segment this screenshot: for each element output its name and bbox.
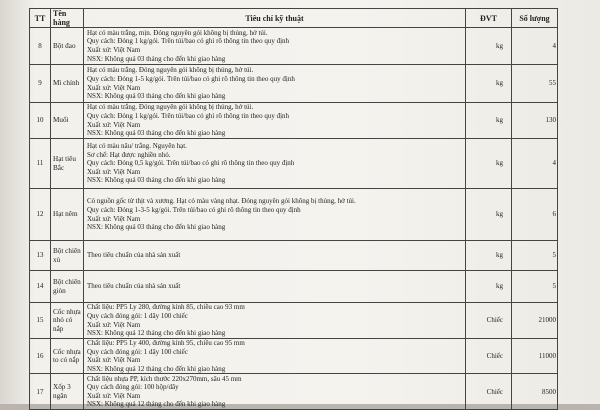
item-unit: kg xyxy=(466,28,512,65)
spec-line: Chất liệu nhựa PP, kích thước 220x270mm, sâu 45 mm xyxy=(87,374,242,383)
item-spec xyxy=(84,303,466,339)
row-number: 10 xyxy=(30,103,51,139)
item-unit: Chiếc xyxy=(466,374,512,410)
item-quantity: 55 xyxy=(512,65,558,103)
spec-line: Xuất xứ: Việt Nam xyxy=(87,46,141,54)
spec-line: Chất liệu: PP5 Ly 280, đường kính 85, chiều cao 93 mm xyxy=(87,303,245,312)
table-row xyxy=(30,189,558,241)
spec-line: Theo tiêu chuẩn của nhà sản xuất xyxy=(87,251,181,260)
item-unit: kg xyxy=(466,241,512,271)
item-unit: kg xyxy=(466,271,512,303)
spec-line: Hạt có màu trắng. Đóng nguyên gói không bị thủng, hở túi. xyxy=(87,103,254,112)
spec-line: NSX: Không quá 12 tháng cho đến khi giao hàng xyxy=(87,364,226,373)
row-number: 15 xyxy=(30,303,51,339)
item-unit: Chiếc xyxy=(466,339,512,374)
item-quantity: 21000 xyxy=(512,303,558,339)
spec-line: Hạt có màu trắng, mịn. Đóng nguyên gói không bị thủng, hở túi. xyxy=(87,28,268,37)
spec-line: Quy cách đóng gói: 1 dây 100 chiếc xyxy=(87,347,188,356)
item-spec xyxy=(84,271,466,303)
spec-line: Quy cách đóng gói: 100 hộp/dây xyxy=(87,383,179,392)
item-name: Bột chiên xù xyxy=(51,241,84,271)
table-row xyxy=(30,271,558,303)
table-row xyxy=(30,339,558,374)
spec-line: Theo tiêu chuẩn của nhà sản xuất xyxy=(87,282,181,291)
spec-line: NSX: Không quá 12 tháng cho đến khi giao hàng xyxy=(87,329,226,338)
item-unit: kg xyxy=(466,65,512,103)
row-number: 11 xyxy=(30,139,51,189)
spec-line: Hạt có màu nâu/ trắng. Nguyên hạt. xyxy=(87,142,187,151)
header-spec: Tiêu chí kỹ thuật xyxy=(84,9,466,28)
spec-line: NSX: Không quá 03 tháng cho đến khi giao hàng xyxy=(87,129,226,138)
table-row xyxy=(30,303,558,339)
header-qty: Số lượng xyxy=(512,9,558,28)
item-unit: kg xyxy=(466,189,512,241)
item-quantity: 130 xyxy=(512,103,558,139)
header-tt: TT xyxy=(30,9,51,28)
spec-line: Quy cách: Đóng 0,5 kg/gói. Trên túi/bao có ghi rõ thông tin theo quy định xyxy=(87,159,295,168)
spec-line: NSX: Không quá 03 tháng cho đến khi giao hàng xyxy=(87,223,226,232)
spec-line: Chất liệu: PP5 Ly 400, đường kính 95, chiều cao 95 mm xyxy=(87,339,245,347)
item-spec xyxy=(84,139,466,189)
spec-line: Có nguồn gốc từ thịt và xương. Hạt có màu vàng nhạt. Đóng nguyên gói không bị thủng, hở túi. xyxy=(87,197,356,206)
spec-line: Quy cách: Đóng 1 kg/gói. Trên túi/bao có ghi rõ thông tin theo quy định xyxy=(87,37,290,46)
item-name: Hạt nêm xyxy=(51,189,84,241)
item-name: Cốc nhựa nhỏ có nắp xyxy=(51,303,84,339)
spec-line: Xuất xứ: Việt Nam xyxy=(87,214,141,223)
specification-table xyxy=(29,8,558,410)
item-spec xyxy=(84,374,466,410)
row-number: 8 xyxy=(30,28,51,65)
table-row xyxy=(30,374,558,410)
item-quantity: 4 xyxy=(512,139,558,189)
table-row xyxy=(30,65,558,103)
item-name: Hạt tiêu Bắc xyxy=(51,139,84,189)
spec-line: NSX: Không quá 03 tháng cho đến khi giao hàng xyxy=(87,92,226,101)
table-row xyxy=(30,103,558,139)
item-quantity: 11000 xyxy=(512,339,558,374)
item-name: Muối xyxy=(51,103,84,139)
item-name: Xốp 3 ngăn xyxy=(51,374,84,410)
row-number: 9 xyxy=(30,65,51,103)
header-name: Tên hàng xyxy=(51,9,84,28)
row-number: 16 xyxy=(30,339,51,374)
spec-line: Quy cách đóng gói: 1 dây 100 chiếc xyxy=(87,311,188,320)
item-name: Mì chính xyxy=(51,65,84,103)
item-quantity: 5 xyxy=(512,271,558,303)
spec-line: Xuất xứ: Việt Nam xyxy=(87,391,141,400)
spec-line: NSX: Không quá 03 tháng cho đến khi giao hàng xyxy=(87,176,226,185)
item-spec xyxy=(84,103,466,139)
item-name: Bột đao xyxy=(51,28,84,65)
row-number: 13 xyxy=(30,241,51,271)
item-quantity: 5 xyxy=(512,241,558,271)
spec-line: Xuất xứ: Việt Nam xyxy=(87,356,141,365)
item-quantity: 4 xyxy=(512,28,558,65)
item-unit: kg xyxy=(466,103,512,139)
row-number: 14 xyxy=(30,271,51,303)
spec-line: NSX: Không quá 12 tháng cho đến khi giao hàng xyxy=(87,400,226,409)
spec-line: NSX: Không quá 03 tháng cho đến khi giao hàng xyxy=(87,54,226,63)
item-name: Bột chiên giòn xyxy=(51,271,84,303)
table-row xyxy=(30,139,558,189)
table-header-row xyxy=(30,9,558,28)
row-number: 17 xyxy=(30,374,51,410)
item-spec xyxy=(84,65,466,103)
item-spec xyxy=(84,339,466,374)
spec-line: Quy cách: Đóng 1-3-5 kg/gói. Trên túi/bao có ghi rõ thông tin theo quy định xyxy=(87,205,301,214)
header-unit: ĐVT xyxy=(466,9,512,28)
item-quantity: 8500 xyxy=(512,374,558,410)
spec-line: Quy cách: Đóng 1-5 kg/gói. Trên túi/bao có ghi rõ thông tin theo quy định xyxy=(87,74,295,83)
spec-line: Sơ chế: Hạt được nghiền nhỏ. xyxy=(87,150,171,159)
table-row xyxy=(30,28,558,65)
table-body xyxy=(30,28,558,410)
item-spec xyxy=(84,241,466,271)
item-unit: Chiếc xyxy=(466,303,512,339)
row-number: 12 xyxy=(30,189,51,241)
item-name: Cốc nhựa to có nắp xyxy=(51,339,84,374)
spec-line: Xuất xứ: Việt Nam xyxy=(87,320,141,329)
item-spec xyxy=(84,189,466,241)
table-row xyxy=(30,241,558,271)
spec-line: Xuất xứ: Việt Nam xyxy=(87,167,141,176)
item-spec xyxy=(84,28,466,65)
item-quantity: 6 xyxy=(512,189,558,241)
item-unit: kg xyxy=(466,139,512,189)
spec-line: Quy cách: Đóng 1 kg/gói. Trên túi/bao có ghi rõ thông tin theo quy định xyxy=(87,111,290,120)
spec-line: Xuất xứ: Việt Nam xyxy=(87,120,141,129)
spec-line: Xuất xứ: Việt Nam xyxy=(87,83,141,92)
spec-line: Hạt có màu trắng. Đóng nguyên gói không bị thủng, hở túi. xyxy=(87,66,254,75)
